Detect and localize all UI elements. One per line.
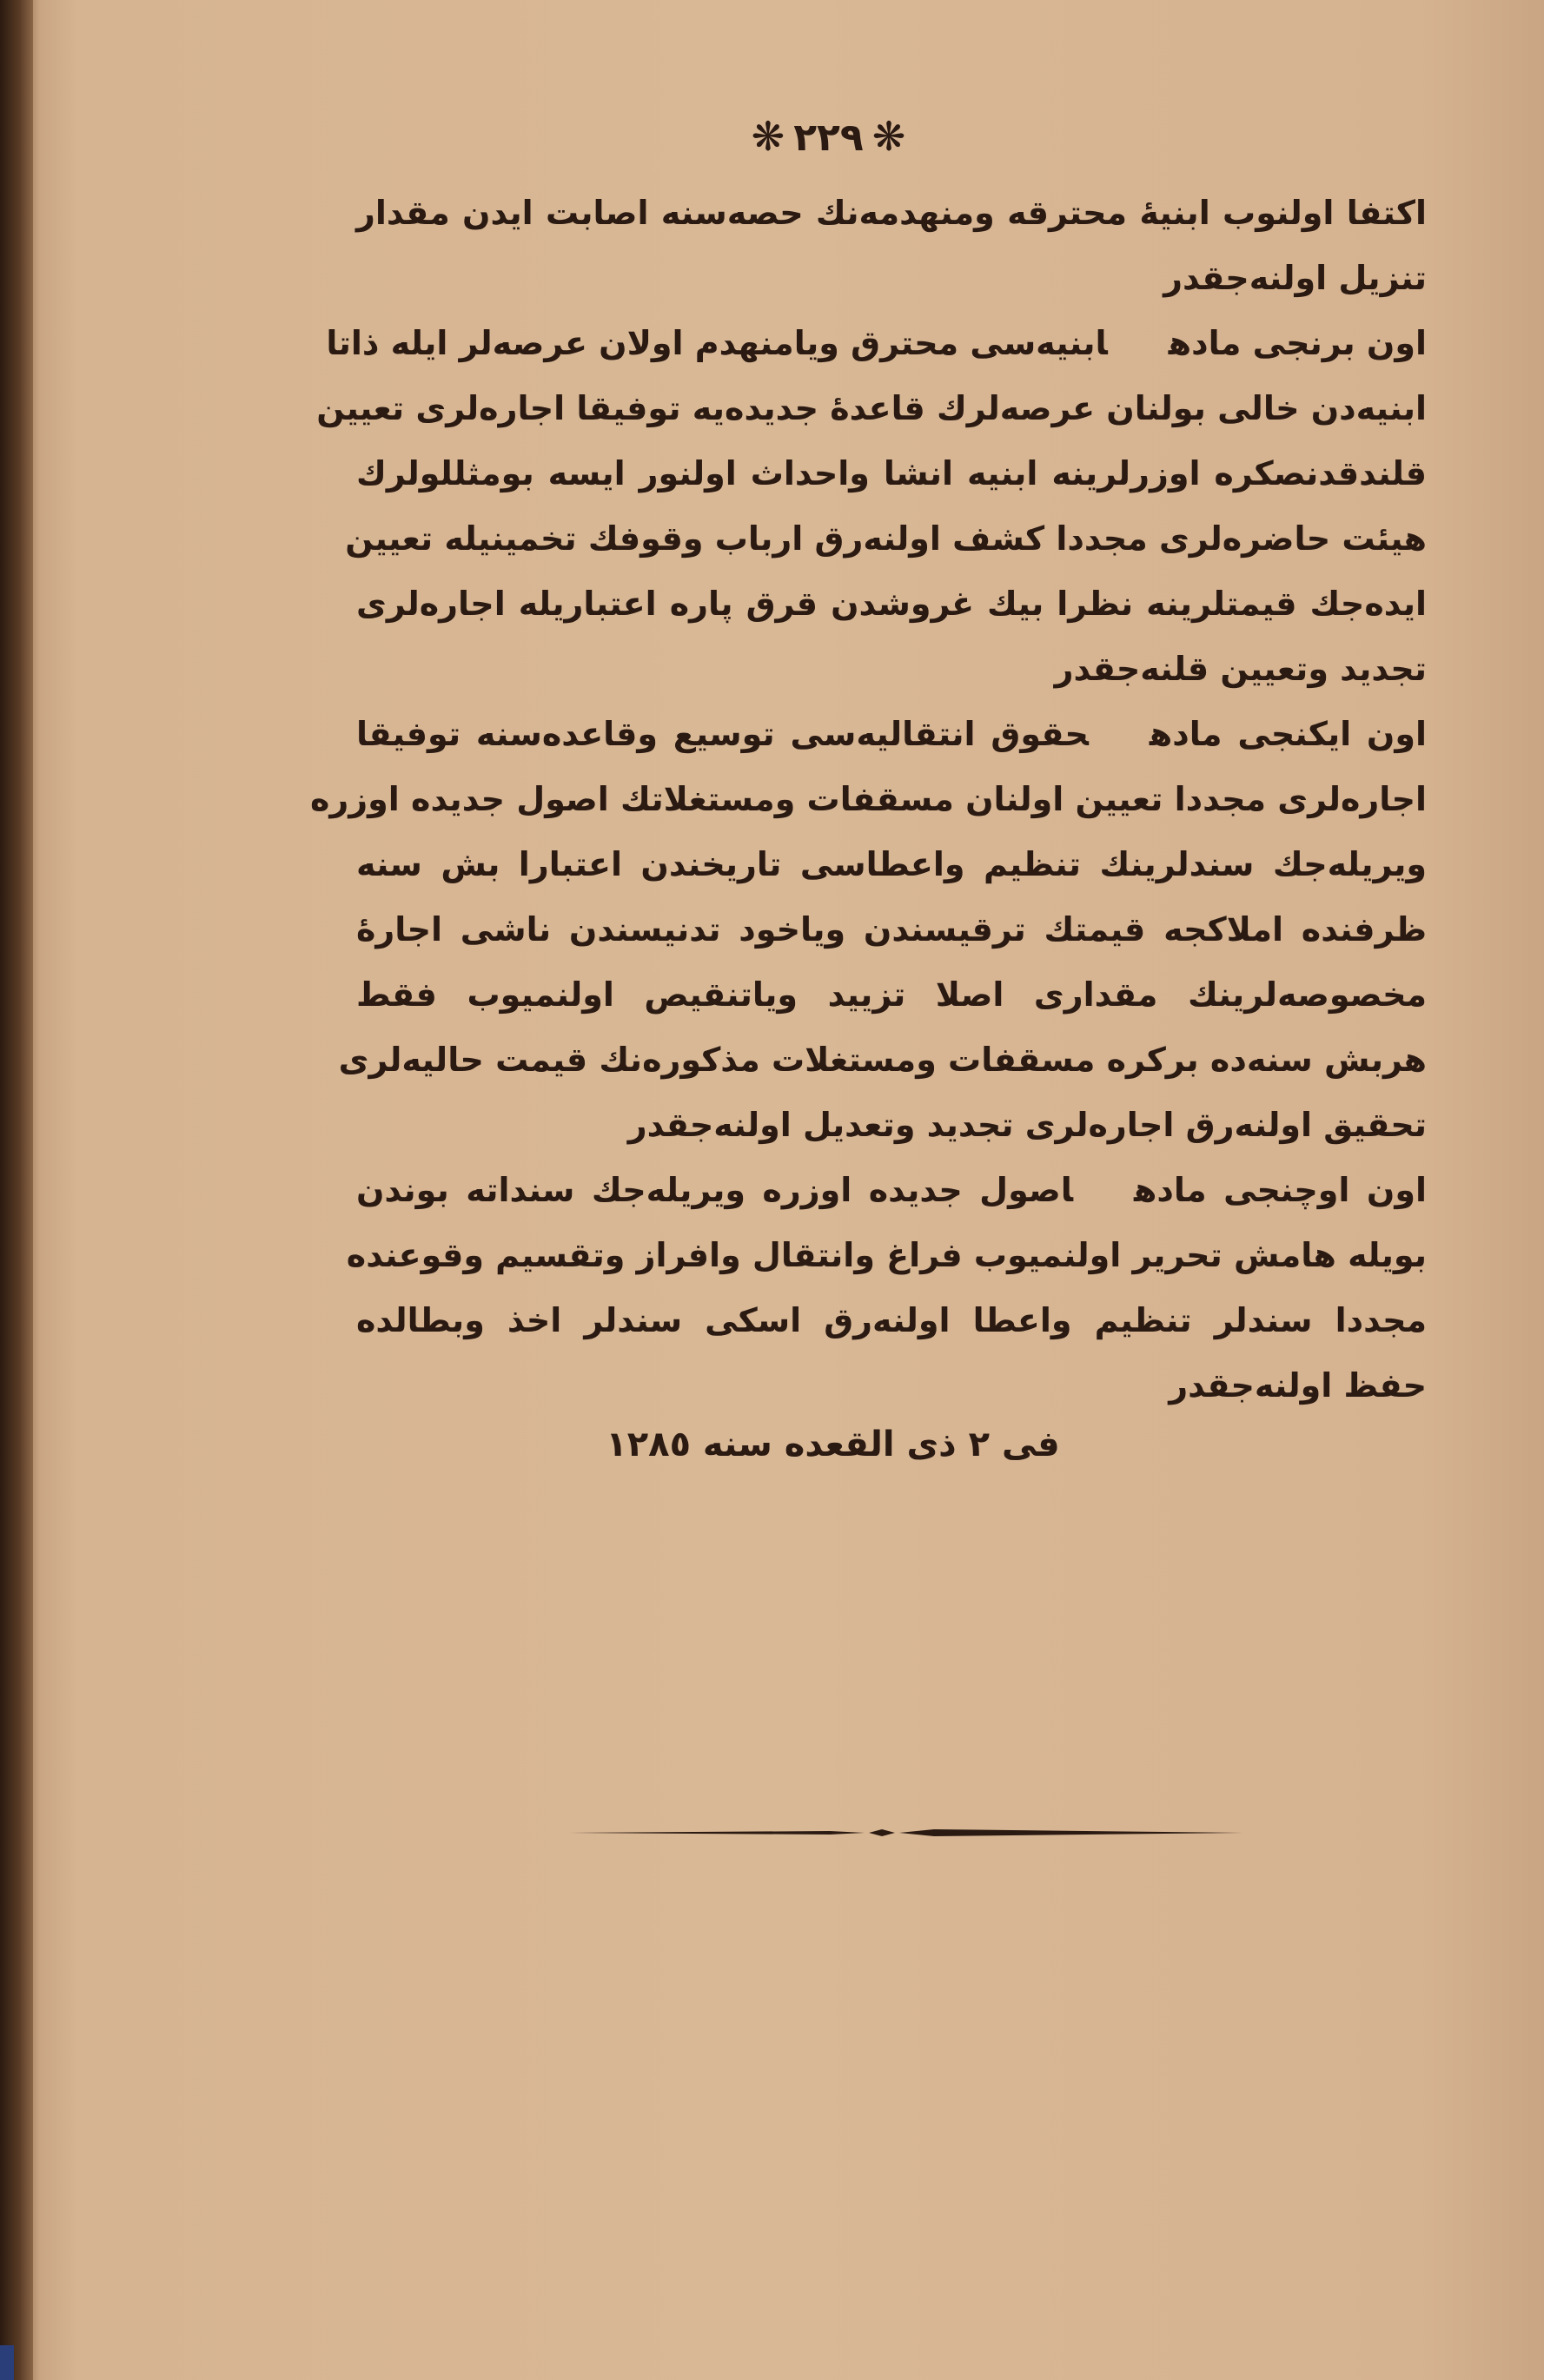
text-line xyxy=(338,1028,1427,1093)
line-text: مجددا سندلر تنظیم واعطا اولنه‌رق اسكی سندلر اخذ وبطالده xyxy=(356,1301,1427,1339)
line-text: ایده‌جك قیمتلرینه نظرا بیك غروشدن قرق پاره اعتباریله اجاره‌لری xyxy=(356,585,1427,623)
line-text: اصول جدیده اوزره ویریله‌جك سنداته بوندن xyxy=(356,1171,1073,1209)
line-text: حفظ اولنه‌جقدر xyxy=(1169,1366,1427,1405)
line-text: حقوق انتقالیه‌سی توسیع وقاعده‌سنه توفیقا xyxy=(356,715,1089,753)
text-line xyxy=(346,1223,1427,1288)
page-number: ٢٢٩ xyxy=(793,116,864,160)
text-line xyxy=(356,1093,1427,1158)
line-text: ابنیه‌سی محترق ویامنهدم اولان عرصه‌لر ایله ذاتا xyxy=(326,324,1108,362)
line-text: ظرفنده املاكجه قیمتك ترقیسندن ویاخود تدنیسندن ناشی اجارهٔ xyxy=(356,910,1427,949)
text-line xyxy=(356,572,1427,637)
line-text: اكتفا اولنوب ابنیهٔ محترقه ومنهدمه‌نك حصه‌سنه اصابت ایدن مقدار xyxy=(356,194,1427,232)
text-line xyxy=(356,637,1427,702)
decorative-divider xyxy=(569,1829,1242,1836)
line-text: مخصوصه‌لرینك مقداری اصلا تزیید ویاتنقیص اولنمیوب فقط xyxy=(356,975,1427,1014)
page-corner-mark xyxy=(0,2345,14,2380)
text-line xyxy=(356,897,1427,962)
line-text: تجدید وتعیین قلنه‌جقدر xyxy=(1054,650,1427,688)
text-line xyxy=(345,506,1427,572)
line-text: هربش سنه‌ده بركره مسقفات ومستغلات مذكوره‌نك قیمت حالیه‌لری xyxy=(338,1041,1427,1079)
text-line xyxy=(356,181,1427,246)
line-text: تنزیل اولنه‌جقدر xyxy=(1163,259,1427,297)
ornament-icon: ❋ xyxy=(871,113,906,160)
line-text: هیئت حاضره‌لری مجددا كشف اولنه‌رق ارباب وقوفك تخمینیله تعیین xyxy=(345,519,1427,558)
page-number-header xyxy=(0,113,1544,160)
article-label: اون ایكنجی ماده xyxy=(1149,715,1428,753)
article-11-heading xyxy=(326,311,1427,376)
line-text: تحقیق اولنه‌رق اجاره‌لری تجدید وتعدیل اولنه‌جقدر xyxy=(627,1106,1427,1144)
text-line xyxy=(356,1353,1427,1418)
text-line xyxy=(309,767,1427,832)
article-12-heading xyxy=(356,702,1427,767)
line-text: بویله هامش تحریر اولنمیوب فراغ وانتقال وافراز وتقسیم وقوعنده xyxy=(346,1236,1427,1274)
line-text: ابنیه‌دن خالی بولنان عرصه‌لرك قاعدهٔ جدیده‌یه توفیقا اجاره‌لری تعیین xyxy=(316,389,1427,427)
text-line xyxy=(356,1288,1427,1353)
date-line: فی ٢ ذی القعده سنه ١٢٨٥ xyxy=(606,1425,1060,1464)
article-label: اون اوچنجی ماده xyxy=(1133,1171,1427,1209)
ornament-icon: ❋ xyxy=(751,113,785,160)
article-13-heading xyxy=(356,1158,1427,1223)
text-line xyxy=(356,246,1427,311)
text-line xyxy=(316,376,1427,441)
body-text xyxy=(309,181,1428,1418)
line-text: ویریله‌جك سندلرینك تنظیم واعطاسی تاریخندن اعتبارا بش سنه xyxy=(356,845,1427,883)
line-text: اجاره‌لری مجددا تعیین اولنان مسقفات ومستغلاتك اصول جدیده اوزره xyxy=(309,780,1427,818)
line-text: قلندقدنصكره اوزرلرینه ابنیه انشا واحداث اولنور ایسه بومثللولرك xyxy=(356,454,1427,493)
text-line xyxy=(356,441,1427,506)
book-spine-edge xyxy=(0,0,33,2380)
text-line xyxy=(356,832,1427,897)
article-label: اون برنجی ماده xyxy=(1168,324,1427,362)
text-line xyxy=(356,962,1427,1028)
